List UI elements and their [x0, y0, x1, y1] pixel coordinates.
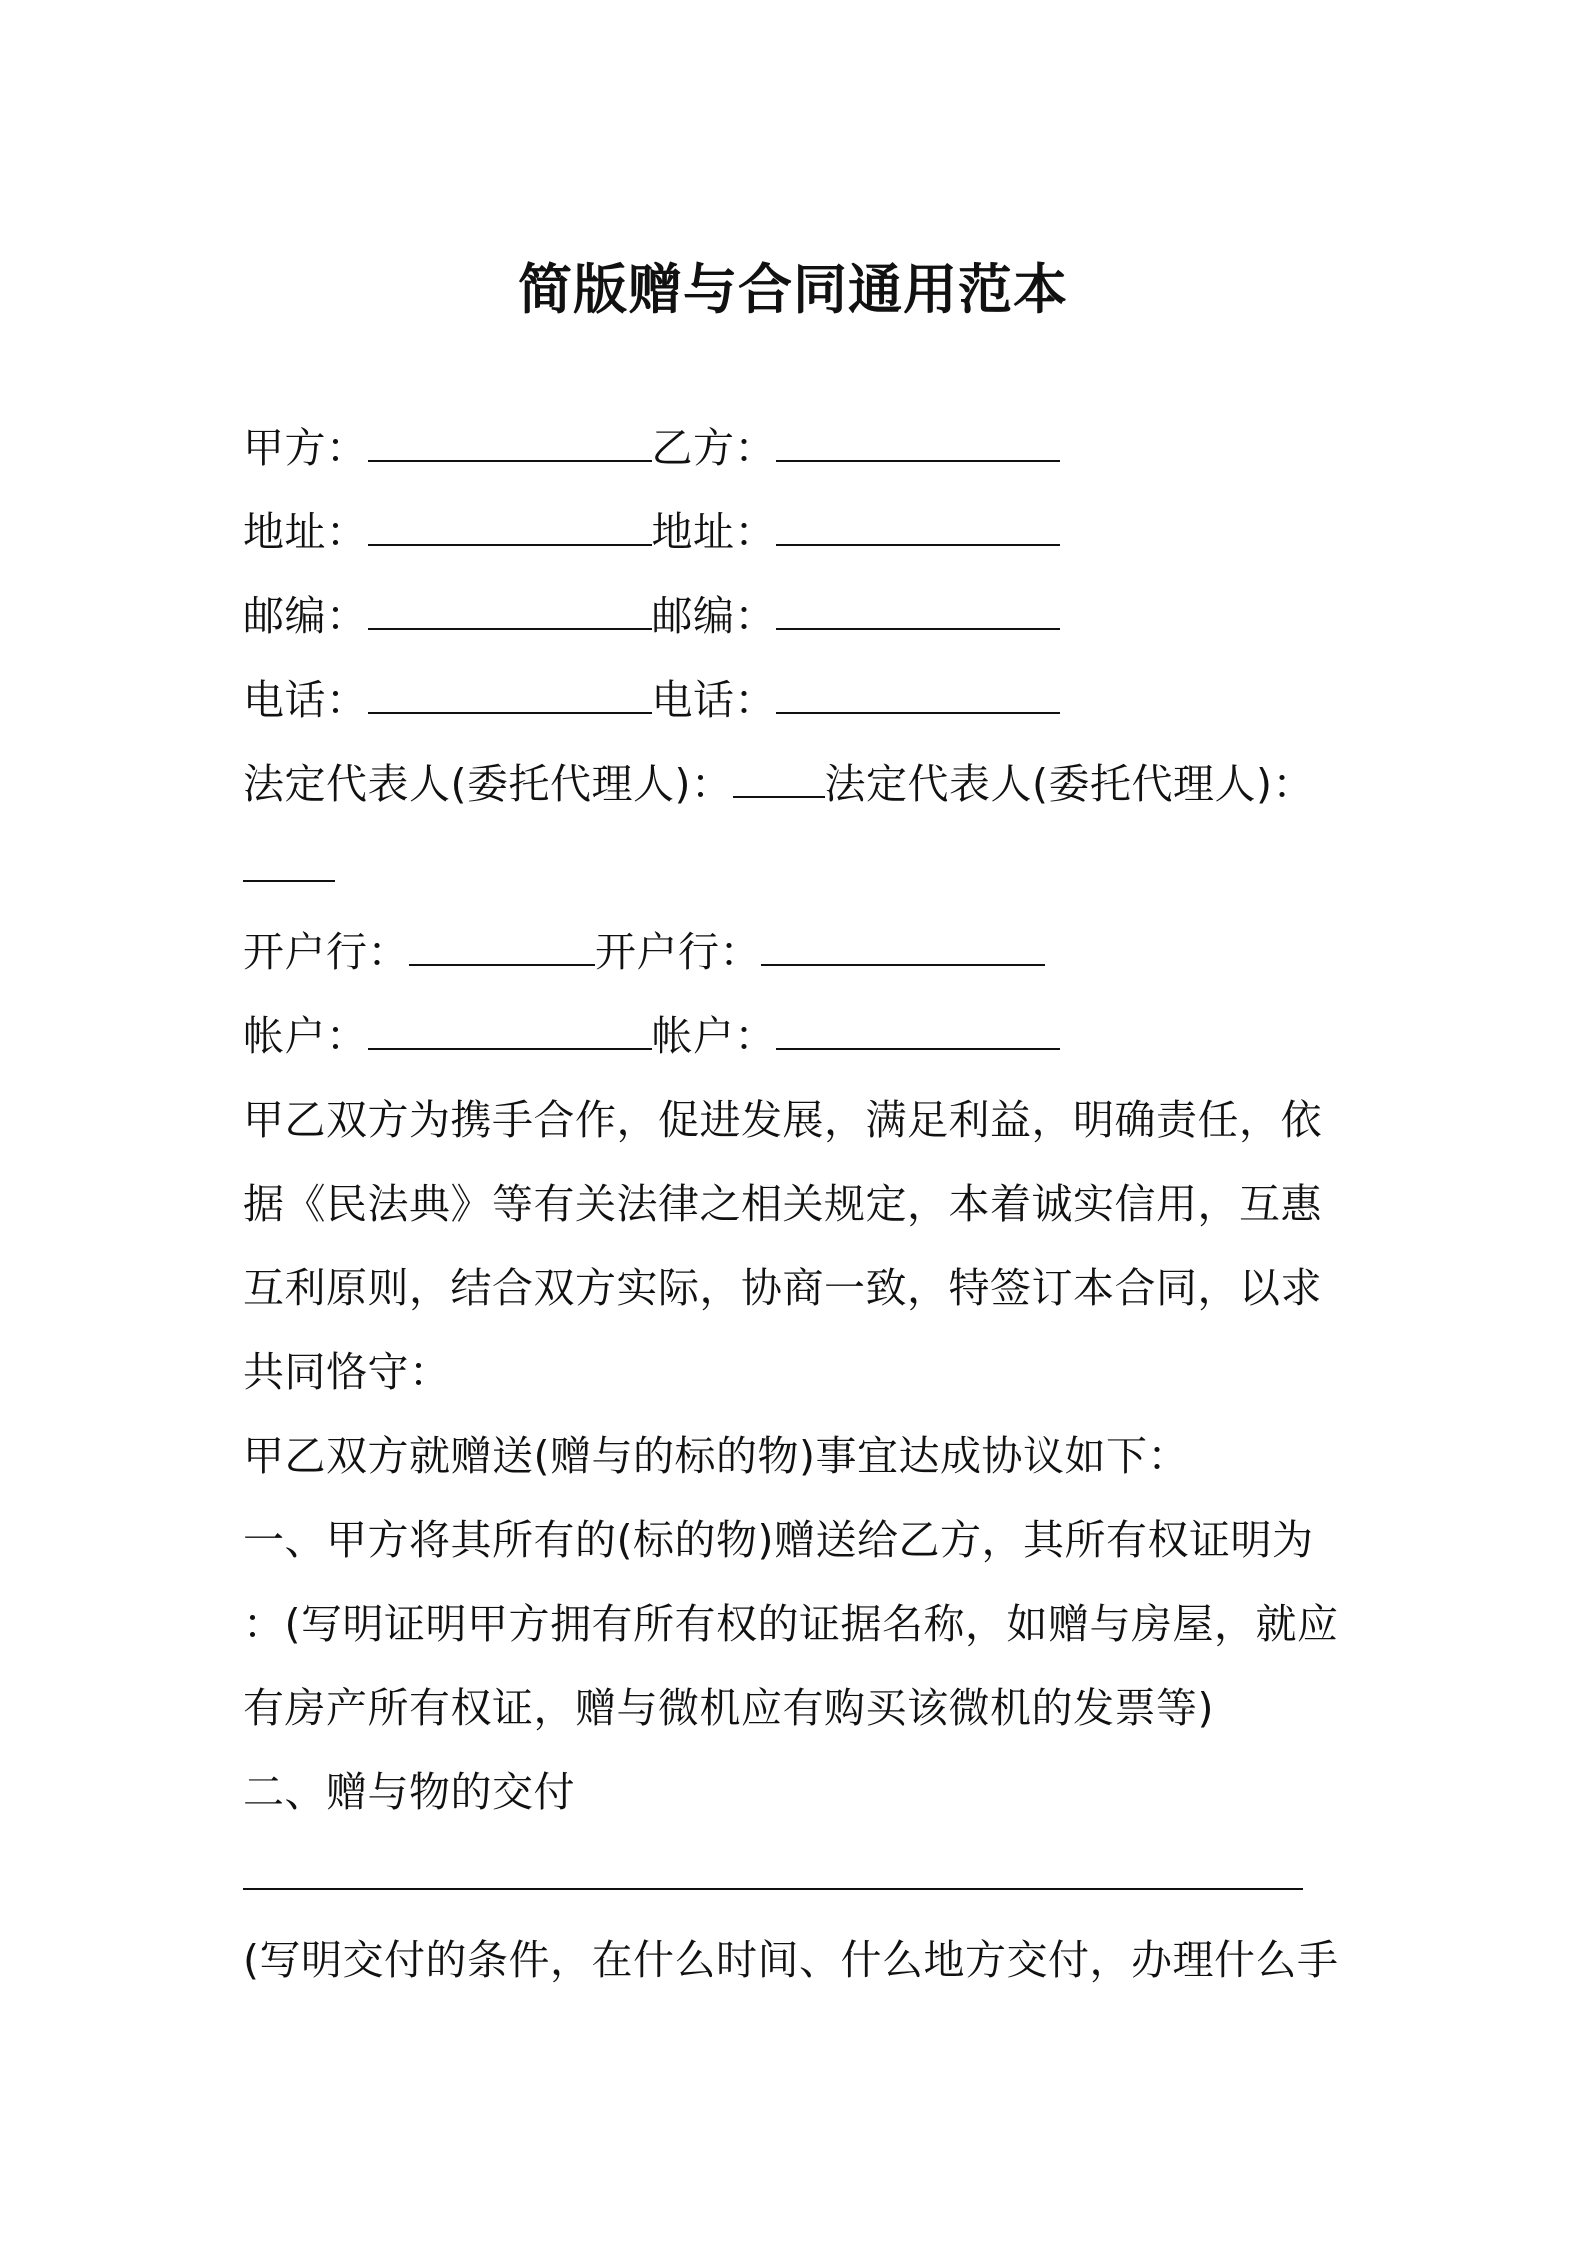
- address-b-blank[interactable]: [776, 504, 1060, 546]
- legal-rep-b-label: 法定代表人(委托代理人)：: [824, 760, 1314, 808]
- legal-rep-row: [243, 756, 1314, 812]
- bank-b-blank[interactable]: [761, 924, 1045, 966]
- postcode-a-blank[interactable]: [368, 588, 652, 630]
- party-b-label: 乙方：: [651, 424, 776, 472]
- clause-2-blank[interactable]: [243, 1848, 1303, 1890]
- preamble-line: 共同恪守：: [243, 1348, 451, 1396]
- clause-2-heading: 二、赠与物的交付: [243, 1768, 575, 1816]
- preamble-line: 甲乙双方为携手合作，促进发展，满足利益，明确责任，依: [243, 1096, 1322, 1144]
- party-a-label: 甲方：: [243, 424, 368, 472]
- clause-1-line: 有房产所有权证，赠与微机应有购买该微机的发票等): [243, 1684, 1214, 1732]
- account-a-label: 帐户：: [243, 1012, 368, 1060]
- party-b-blank[interactable]: [776, 420, 1060, 462]
- bank-row: [243, 924, 1045, 980]
- postcode-b-blank[interactable]: [776, 588, 1060, 630]
- preamble-line: 据《民法典》等有关法律之相关规定，本着诚实信用，互惠: [243, 1180, 1322, 1228]
- bank-a-label: 开户行：: [243, 928, 409, 976]
- clause-2-note: (写明交付的条件，在什么时间、什么地方交付，办理什么手: [243, 1936, 1339, 1984]
- account-b-label: 帐户：: [651, 1012, 776, 1060]
- clause-1-line: 一、甲方将其所有的(标的物)赠送给乙方，其所有权证明为: [243, 1516, 1314, 1564]
- account-row: [243, 1008, 1060, 1064]
- legal-rep-b-blank[interactable]: [243, 840, 335, 882]
- agreement-intro: 甲乙双方就赠送(赠与的标的物)事宜达成协议如下：: [243, 1432, 1189, 1480]
- address-b-label: 地址：: [651, 508, 776, 556]
- phone-b-blank[interactable]: [776, 672, 1060, 714]
- postcode-b-label: 邮编：: [651, 592, 776, 640]
- postcode-a-label: 邮编：: [243, 592, 368, 640]
- legal-rep-a-label: 法定代表人(委托代理人)：: [243, 760, 733, 808]
- bank-b-label: 开户行：: [595, 928, 761, 976]
- bank-a-blank[interactable]: [409, 924, 595, 966]
- postcode-row: [243, 588, 1060, 644]
- phone-row: [243, 672, 1060, 728]
- phone-b-label: 电话：: [651, 676, 776, 724]
- phone-a-label: 电话：: [243, 676, 368, 724]
- legal-rep-a-blank[interactable]: [733, 756, 825, 798]
- account-b-blank[interactable]: [776, 1008, 1060, 1050]
- account-a-blank[interactable]: [368, 1008, 652, 1050]
- clause-2-blank-row: [243, 1848, 1303, 1904]
- party-row: [243, 420, 1060, 476]
- document-title: 简版赠与合同通用范本: [518, 258, 1068, 321]
- legal-rep-b-row: [243, 840, 335, 896]
- preamble-line: 互利原则，结合双方实际，协商一致，特签订本合同，以求: [243, 1264, 1322, 1312]
- address-row: [243, 504, 1060, 560]
- party-a-blank[interactable]: [368, 420, 652, 462]
- clause-1-line: ：(写明证明甲方拥有所有权的证据名称，如赠与房屋，就应: [243, 1600, 1339, 1648]
- address-a-blank[interactable]: [368, 504, 652, 546]
- phone-a-blank[interactable]: [368, 672, 652, 714]
- address-a-label: 地址：: [243, 508, 368, 556]
